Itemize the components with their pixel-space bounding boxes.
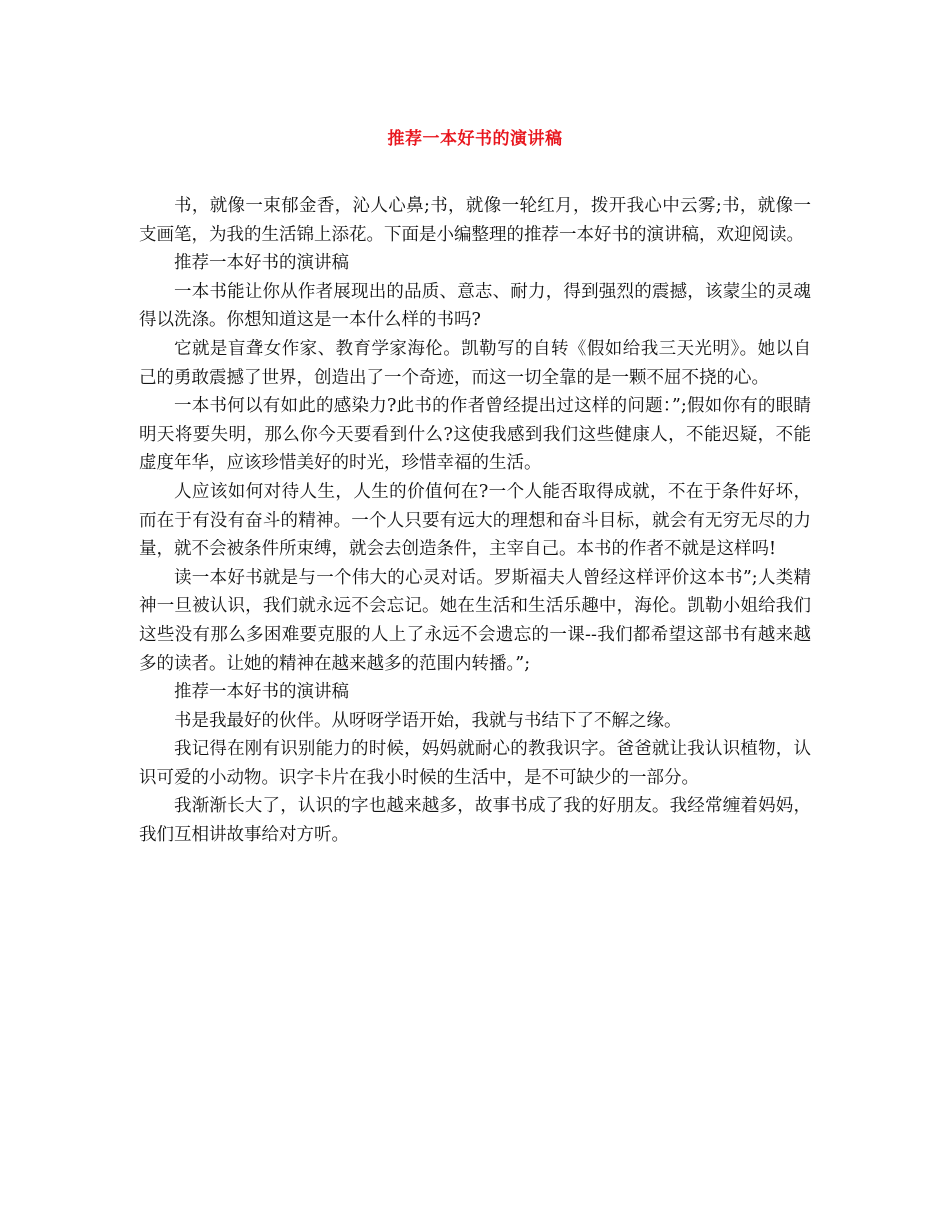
paragraph: 我渐渐长大了，认识的字也越来越多，故事书成了我的好朋友。我经常缠着妈妈，我们互相讲故事给对方听。 [139,796,811,846]
document-body [139,192,811,850]
paragraph: 人应该如何对待人生，人生的价值何在?一个人能否取得成就，不在于条件好坏，而在于有没有奋斗的精神。一个人只要有远大的理想和奋斗目标，就会有无穷无尽的力量，就不会被条件所束缚，就会去创造条件，主宰自己。本书的作者不就是这样吗! [139,481,811,560]
paragraph: 一本书何以有如此的感染力?此书的作者曾经提出过这样的问题：”;假如你有的眼睛明天将要失明，那么你今天要看到什么?这使我感到我们这些健康人，不能迟疑，不能虚度年华，应该珍惜美好的时光，珍惜幸福的生活。 [139,396,811,474]
paragraph-intro: 书，就像一束郁金香，沁人心鼻;书，就像一轮红月，拨开我心中云雾;书，就像一支画笔，为我的生活锦上添花。下面是小编整理的推荐一本好书的演讲稿，欢迎阅读。 [139,196,811,245]
paragraph: 读一本好书就是与一个伟大的心灵对话。罗斯福夫人曾经这样评价这本书”;人类精神一旦被认识，我们就永远不会忘记。她在生活和生活乐趣中，海伦。凯勒小姐给我们这些没有那么多困难要克服的人上了永远不会遗忘的一课--我们都希望这部书有越来越多的读者。让她的精神在越来越多的范围内转播。”; [139,567,811,674]
document-title: 推荐一本好书的演讲稿 [387,129,563,149]
paragraph-subheading: 推荐一本好书的演讲稿 [174,682,349,703]
paragraph: 我记得在刚有识别能力的时候，妈妈就耐心的教我识字。爸爸就让我认识植物，认识可爱的小动物。识字卡片在我小时候的生活中，是不可缺少的一部分。 [139,739,811,788]
paragraph: 书是我最好的伙伴。从呀呀学语开始，我就与书结下了不解之缘。 [174,710,682,731]
paragraph: 一本书能让你从作者展现出的品质、意志、耐力，得到强烈的震撼，该蒙尘的灵魂得以洗涤。你想知道这是一本什么样的书吗? [139,281,811,331]
paragraph-subheading: 推荐一本好书的演讲稿 [174,253,349,274]
paragraph: 它就是盲聋女作家、教育学家海伦。凯勒写的自转《假如给我三天光明》。她以自己的勇敢震撼了世界，创造出了一个奇迹，而这一切全靠的是一颗不屈不挠的心。 [139,338,811,388]
